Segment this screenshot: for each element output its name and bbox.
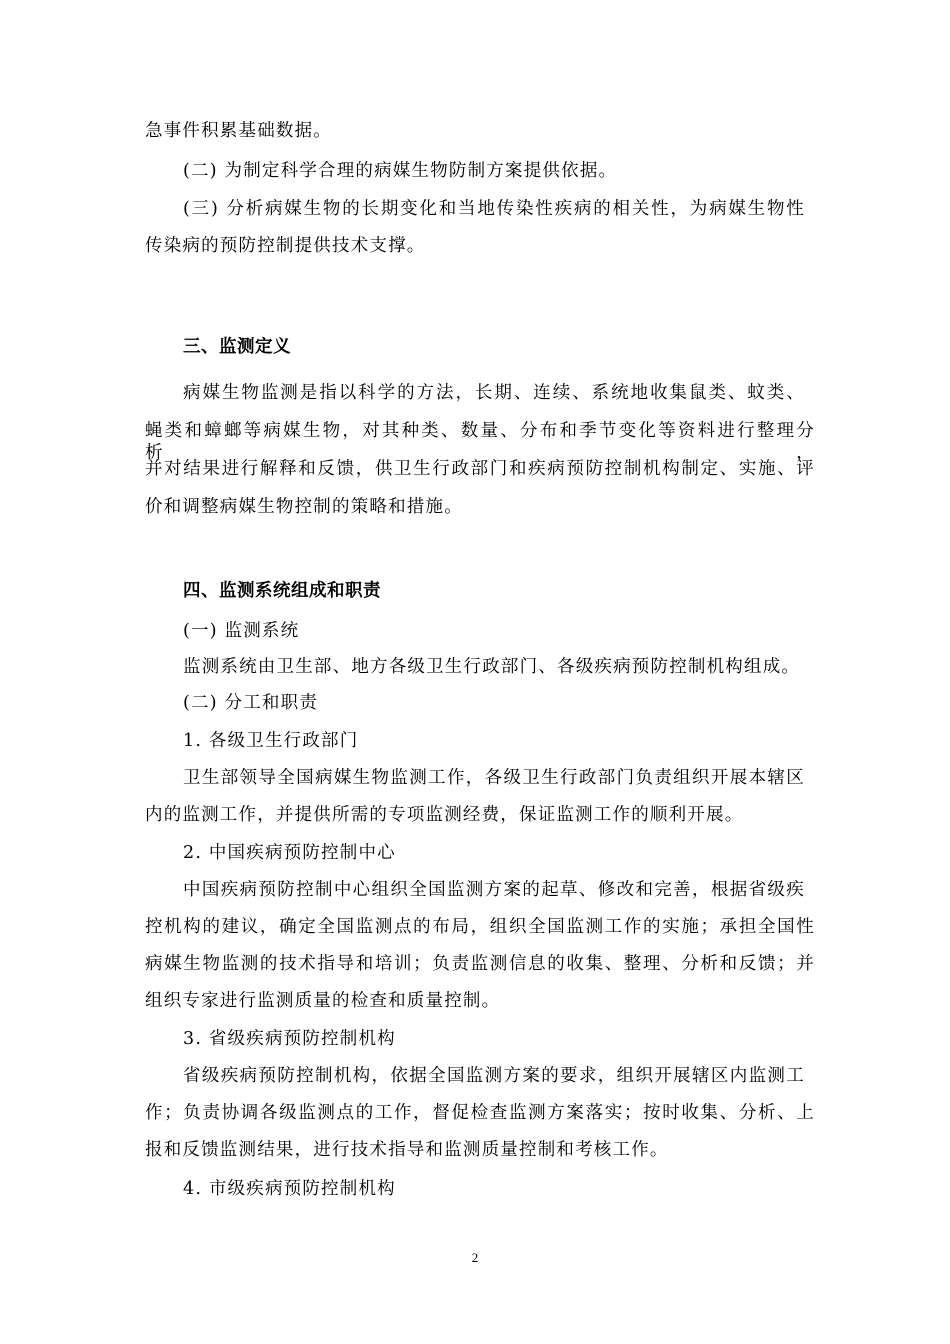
paragraph-line: 报和反馈监测结果，进行技术指导和监测质量控制和考核工作。 [145,1140,669,1160]
body-text-line: 传染病的预防控制提供技术支撑。 [145,236,426,256]
paragraph-line: 病媒生物监测是指以科学的方法，长期、连续、系统地收集鼠类、蚊类、 [183,383,805,403]
subsection-heading: (二) 分工和职责 [183,693,319,713]
paragraph-line: 内的监测工作，并提供所需的专项监测经费，保证监测工作的顺利开展。 [145,805,744,825]
list-item-2: (二) 为制定科学合理的病媒生物防制方案提供依据。 [183,161,618,181]
paragraph-line: 控机构的建议，确定全国监测点的布局，组织全国监测工作的实施；承担全国性 [145,917,815,937]
body-text-line: 急事件积累基础数据。 [145,121,332,141]
paragraph-line: 作；负责协调各级监测点的工作，督促检查监测方案落实；按时收集、分析、上 [145,1103,815,1123]
paragraph-line: 病媒生物监测的技术指导和培训；负责监测信息的收集、整理、分析和反馈；并 [145,954,815,974]
paragraph-line: 价和调整病媒生物控制的策略和措施。 [145,497,463,517]
list-item-3: (三) 分析病媒生物的长期变化和当地传染性疾病的相关性，为病媒生物性 [183,199,805,219]
item-heading: 1. 各级卫生行政部门 [183,731,359,751]
paragraph-line: 中国疾病预防控制中心组织全国监测方案的起草、修改和完善，根据省级疾 [183,880,805,900]
page-number: 2 [471,1250,479,1265]
paragraph-line: 监测系统由卫生部、地方各级卫生行政部门、各级疾病预防控制机构组成。 [183,657,801,677]
item-heading: 3. 省级疾病预防控制机构 [183,1029,396,1049]
paragraph-line: 卫生部领导全国病媒生物监测工作，各级卫生行政部门负责组织开展本辖区 [183,768,805,788]
item-heading: 2. 中国疾病预防控制中心 [183,843,396,863]
paragraph-line: 并对结果进行解释和反馈，供卫生行政部门和疾病预防控制机构制定、实施、评 [145,459,815,479]
item-heading: 4. 市级疾病预防控制机构 [183,1179,396,1199]
section-heading-4: 四、监测系统组成和职责 [183,581,381,601]
section-heading-3: 三、监测定义 [183,337,291,357]
paragraph-line: 省级疾病预防控制机构，依据全国监测方案的要求，组织开展辖区内监测工 [183,1066,805,1086]
paragraph-line: 组织专家进行监测质量的检查和质量控制。 [145,991,501,1011]
subsection-heading: (一) 监测系统 [183,621,300,641]
paragraph-line: 蝇类和蟑螂等病媒生物，对其种类、数量、分布和季节变化等资料进行整理分析， [145,421,815,463]
